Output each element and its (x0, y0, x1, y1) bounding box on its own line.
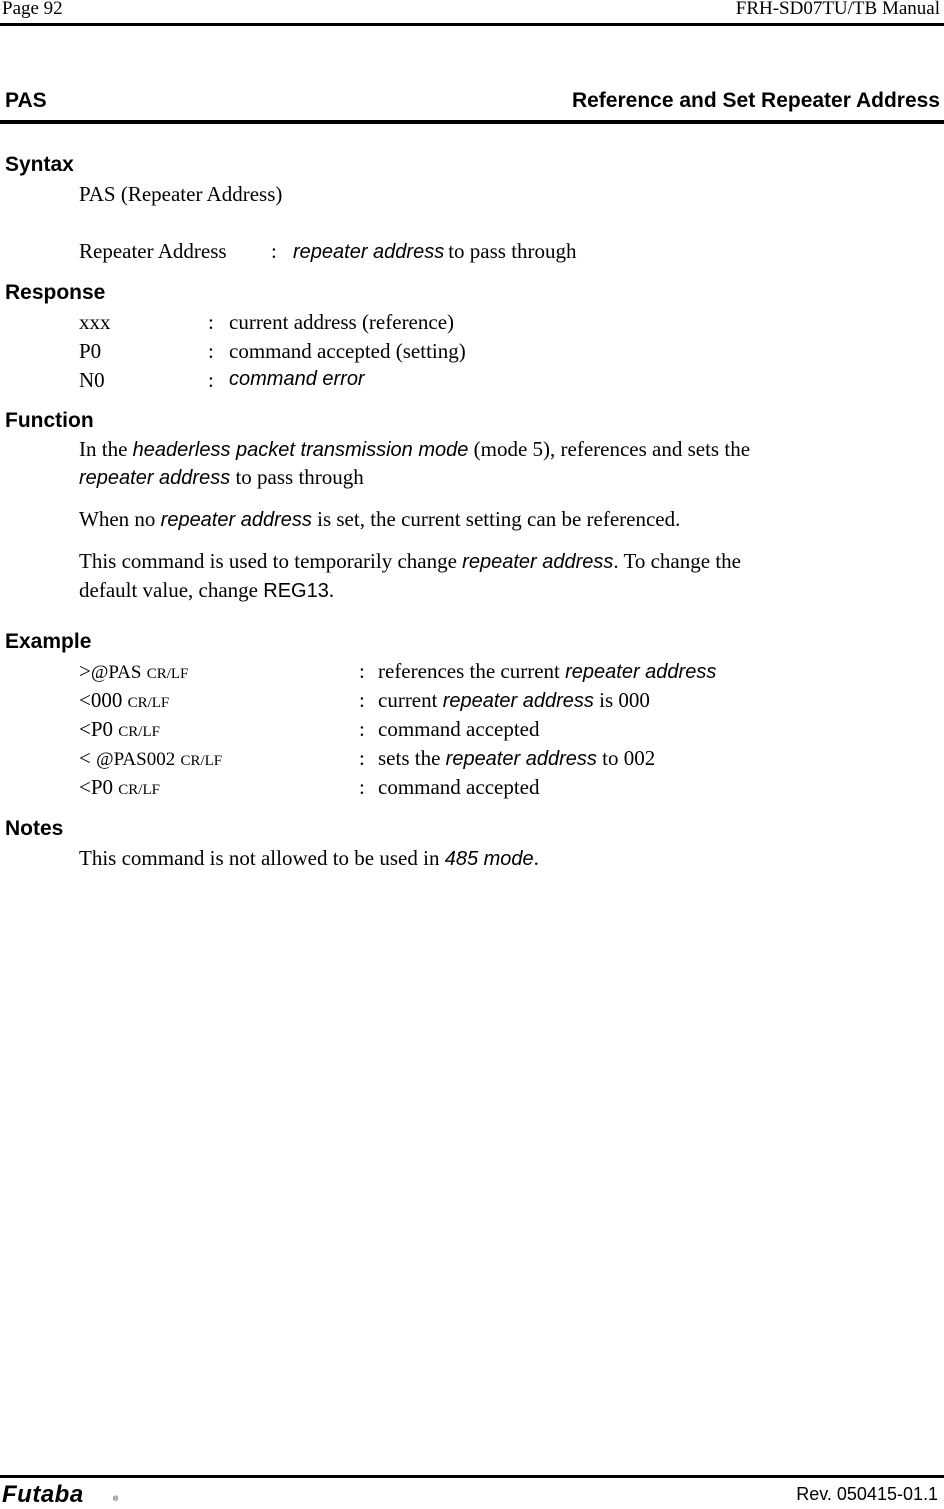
response-desc: current address (reference) (229, 310, 455, 334)
example-command (79, 775, 160, 800)
command-text: P0 (90, 775, 114, 799)
footer-rule (0, 1475, 944, 1478)
crlf-marker: CR/LF (180, 753, 223, 769)
response-desc: command error (229, 368, 365, 390)
crlf-marker: CR/LF (127, 695, 170, 711)
term-repeater-address: repeater address (445, 748, 597, 770)
register-reference: REG13 (263, 580, 329, 602)
text: In the (79, 437, 128, 461)
crlf-marker: CR/LF (118, 724, 160, 740)
syntax-param-rest: to pass through (448, 239, 577, 263)
example-command (79, 746, 222, 771)
text: This command is not allowed to be used in (79, 846, 440, 870)
response-code: xxx (79, 310, 111, 334)
function-line-3 (79, 507, 680, 532)
text: default value, change (79, 578, 258, 602)
title-rule (0, 120, 944, 124)
text: . (533, 846, 539, 870)
response-desc: command accepted (setting) (229, 339, 466, 363)
command-description: Reference and Set Repeater Address (571, 89, 940, 112)
example-desc (378, 746, 655, 771)
syntax-line: PAS (Repeater Address) (79, 182, 283, 206)
response-heading: Response (5, 281, 106, 304)
term-repeater-address: repeater address (79, 467, 231, 489)
syntax-heading: Syntax (5, 153, 74, 176)
crlf-marker: CR/LF (146, 666, 189, 682)
command-name: PAS (5, 89, 47, 112)
response-code: P0 (79, 339, 102, 363)
term-repeater-address: repeater address (565, 661, 717, 683)
text: (mode 5), references and sets the (473, 437, 751, 461)
function-line-4 (79, 549, 741, 574)
example-colon: : (359, 775, 365, 799)
term-repeater-address: repeater address (442, 690, 594, 712)
term-repeater-address: repeater address (160, 509, 312, 531)
function-line-1 (79, 437, 750, 462)
text: to pass through (235, 465, 364, 489)
text: to 002 (602, 746, 656, 770)
term-repeater-address: repeater address (293, 241, 445, 263)
term-headerless-mode: headerless packet transmission mode (132, 439, 469, 461)
text: This command is used to temporarily change (79, 549, 457, 573)
text: . To change the (613, 549, 741, 573)
term-485-mode: 485 mode (444, 848, 534, 870)
function-heading: Function (5, 409, 94, 432)
notes-heading: Notes (5, 817, 64, 840)
page-number: Page 92 (2, 0, 63, 19)
prompt: < (79, 688, 91, 712)
response-colon: : (208, 310, 214, 334)
function-line-5 (79, 578, 334, 603)
command-text: @PAS (90, 662, 142, 683)
revision: Rev. 050415-01.1 (796, 1484, 938, 1504)
prompt: < (79, 717, 91, 741)
example-desc: command accepted (378, 775, 540, 799)
example-colon: : (359, 659, 365, 683)
example-colon: : (359, 688, 365, 712)
crlf-marker: CR/LF (118, 782, 160, 798)
response-colon: : (208, 368, 214, 392)
example-desc: command accepted (378, 717, 540, 741)
command-text: P0 (90, 717, 114, 741)
example-command (79, 688, 169, 713)
function-line-2 (79, 465, 364, 490)
example-colon: : (359, 717, 365, 741)
response-code: N0 (79, 368, 105, 392)
example-command (79, 717, 160, 742)
text: is 000 (599, 688, 650, 712)
text: current (378, 688, 438, 712)
term-repeater-address: repeater address (462, 551, 614, 573)
response-colon: : (208, 339, 214, 363)
manual-title: FRH-SD07TU/TB Manual (735, 0, 940, 19)
example-desc (378, 688, 650, 713)
prompt: < (79, 775, 91, 799)
example-heading: Example (5, 630, 92, 653)
example-colon: : (359, 746, 365, 770)
text: . (328, 578, 335, 602)
registered-mark-icon: ® (113, 1496, 119, 1503)
syntax-colon: : (271, 239, 277, 263)
prompt: < (79, 746, 97, 770)
syntax-param-desc (293, 239, 577, 264)
futaba-logo: Futaba (2, 1481, 84, 1508)
command-text: @PAS002 (96, 749, 176, 770)
header-rule (0, 23, 944, 26)
example-desc (378, 659, 716, 684)
notes-text (79, 846, 539, 871)
prompt: > (79, 659, 91, 683)
text: is set, the current setting can be referenced. (317, 507, 681, 531)
command-text: 000 (90, 688, 123, 712)
example-command (79, 659, 188, 684)
text: references the current (378, 659, 560, 683)
text: When no (79, 507, 156, 531)
text: sets the (378, 746, 441, 770)
syntax-param-name: Repeater Address (79, 239, 227, 263)
